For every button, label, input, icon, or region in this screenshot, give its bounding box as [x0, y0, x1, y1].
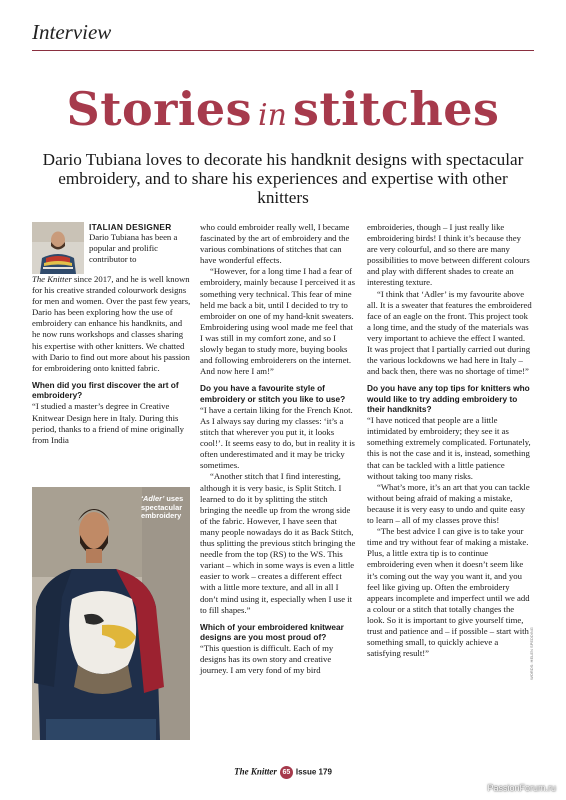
bio-block: [32, 222, 192, 274]
bio-line-2: since 2017, and he is well known for his creative stranded colourwork designs for men and women. Over the past few years, Dario has been exploring how the use of embroidery can enhance his handknits, and he now runs workshops and classes sharing his expertise with other knitters. We chatted with Dario to find out more about his passion for embroidering onto knitted fabric.: [32, 274, 191, 373]
col3-paragraph-5: “The best advice I can give is to take your time and try without fear of making a mistake. Plus, a little extra tip is to continue embroidering even when it doesn’t seem like it’s coming out the way you want it, and you feel like giving up. Often the embroidery appears incomplete and imperfect until we add a colour or a stitch that totally changes the look. So it is important to give yourself time, trust and patience and – if possible – start with something small, to quickly achieve a satisfying result!”: [367, 526, 530, 659]
page-number-badge: 65: [280, 766, 293, 779]
photo-caption-name: ‘Adler’: [141, 494, 165, 503]
section-kicker: Interview: [32, 20, 112, 44]
col2-paragraph-2: “However, for a long time I had a fear of embroidery, mainly because I perceived it as something very technical. This fear of mine held me back a bit, until I decided to try to embroider on one of my hand-knit sweaters. Embroidering using wool made me feel that I was still in my comfort zone, and so I slowly began to study more, buying books and following embroiderers on the internet. And now here I am!”: [200, 266, 356, 377]
photo-caption-rest: uses spectacular embroidery: [141, 494, 184, 521]
column-1: [32, 222, 192, 446]
bio-line-1: Dario Tubiana has been a popular and prolific contributor to: [89, 232, 178, 265]
question-1: When did you first discover the art of embroidery?: [32, 379, 179, 401]
question-4: Do you have any top tips for knitters who would like to try adding embroidery to their handknits?: [367, 383, 530, 414]
col3-paragraph-1: embroideries, though – I just really like embroidering birds! I think it’s because they are very colourful, and so there are many possibilities to move between different colours and play with different shades to create an interesting texture.: [367, 222, 530, 288]
bio-heading: ITALIAN DESIGNER: [89, 222, 172, 232]
col3-paragraph-4: “What’s more, it’s an art that you can tackle without being afraid of making a mistake, because it is very easy to undo and quite easy to learn – all of my classes prove this!: [367, 481, 530, 526]
question-3: Which of your embroidered knitwear designs are you most proud of?: [200, 621, 344, 642]
footer-magazine: The Knitter: [234, 766, 277, 777]
bio-magazine-name: The Knitter: [32, 274, 72, 284]
headline-part1: Stories: [66, 82, 253, 136]
bio-text-top: [89, 222, 192, 274]
designer-portrait: [32, 222, 84, 274]
adler-sweater-illustration: [32, 487, 190, 740]
col3-paragraph-3: “I have noticed that people are a little intimidated by embroidery; they see it as something extremely complicated. Fortunately, this is not the case and it is, instead, something that can be tackled with a little patience without taking too many risks.: [367, 415, 531, 481]
headline-part2: in: [258, 98, 287, 133]
headline: [0, 82, 566, 136]
footer-issue: Issue 179: [295, 767, 332, 777]
headline-part3: stitches: [292, 82, 500, 136]
col2-paragraph-1: who could embroider really well, I became fascinated by the art of embroidery and the various combinations of stitches that can have wonderful effects.: [200, 222, 350, 266]
col3-paragraph-2: “I think that ‘Adler’ is my favourite above all. It is a sweater that features the embroidered face of an eagle on the front. This project took a long time, and the study of the materials was very important to achieve the effect I wanted. It was project that I partially carried out during the various lockdowns we had here in Italy – and back then, there was no shortage of time!”: [367, 288, 532, 377]
kicker-divider: [32, 50, 534, 51]
col2-paragraph-3: “I have a certain liking for the French Knot. As I always say during my classes: ‘it’s a stitch that wherever you put it, it looks cool!’. It seems easy to do, but in reality it is often underestimated and it may be tricky sometimes.: [200, 404, 355, 471]
column-2: [200, 222, 358, 677]
question-2: Do you have a favourite style of embroidery or stitch you like to use?: [200, 383, 346, 404]
col2-paragraph-4: “Another stitch that I find interesting, although it is very basic, is Split Stitch. I learned to do it by splitting the stitch bringing the needle up from the wrong side of the fabric. However, I have seen that many people nowadays do it as Back Stitch, thus splitting the previous stitch bringing the needle from the top (RS) to the WS. This variant – which in some ways is even a little easier to work – creates a different effect with a little more texture, and all in all I don’t mind using it, especially when I use it to fill shapes.”: [200, 471, 356, 615]
watermark: PassionForum.ru: [487, 783, 556, 793]
column-3: [367, 222, 532, 659]
page-footer: [0, 766, 566, 779]
col2-paragraph-5: “This question is difficult. Each of my designs has its own story and creative journey. I am very fond of my bird: [200, 643, 334, 676]
photo-caption: [141, 495, 187, 521]
words-credit: WORDS: HELEN SPEDDING: [529, 627, 534, 680]
answer-1: “I studied a master’s degree in Creative Knitwear Design here in Italy. During this period, thanks to a friend of mine originally from India: [32, 401, 184, 445]
sweater-photo: [32, 487, 190, 740]
standfirst: Dario Tubiana loves to decorate his handknit designs with spectacular embroidery, and to share his experiences and expertise with other knitters: [42, 150, 524, 207]
